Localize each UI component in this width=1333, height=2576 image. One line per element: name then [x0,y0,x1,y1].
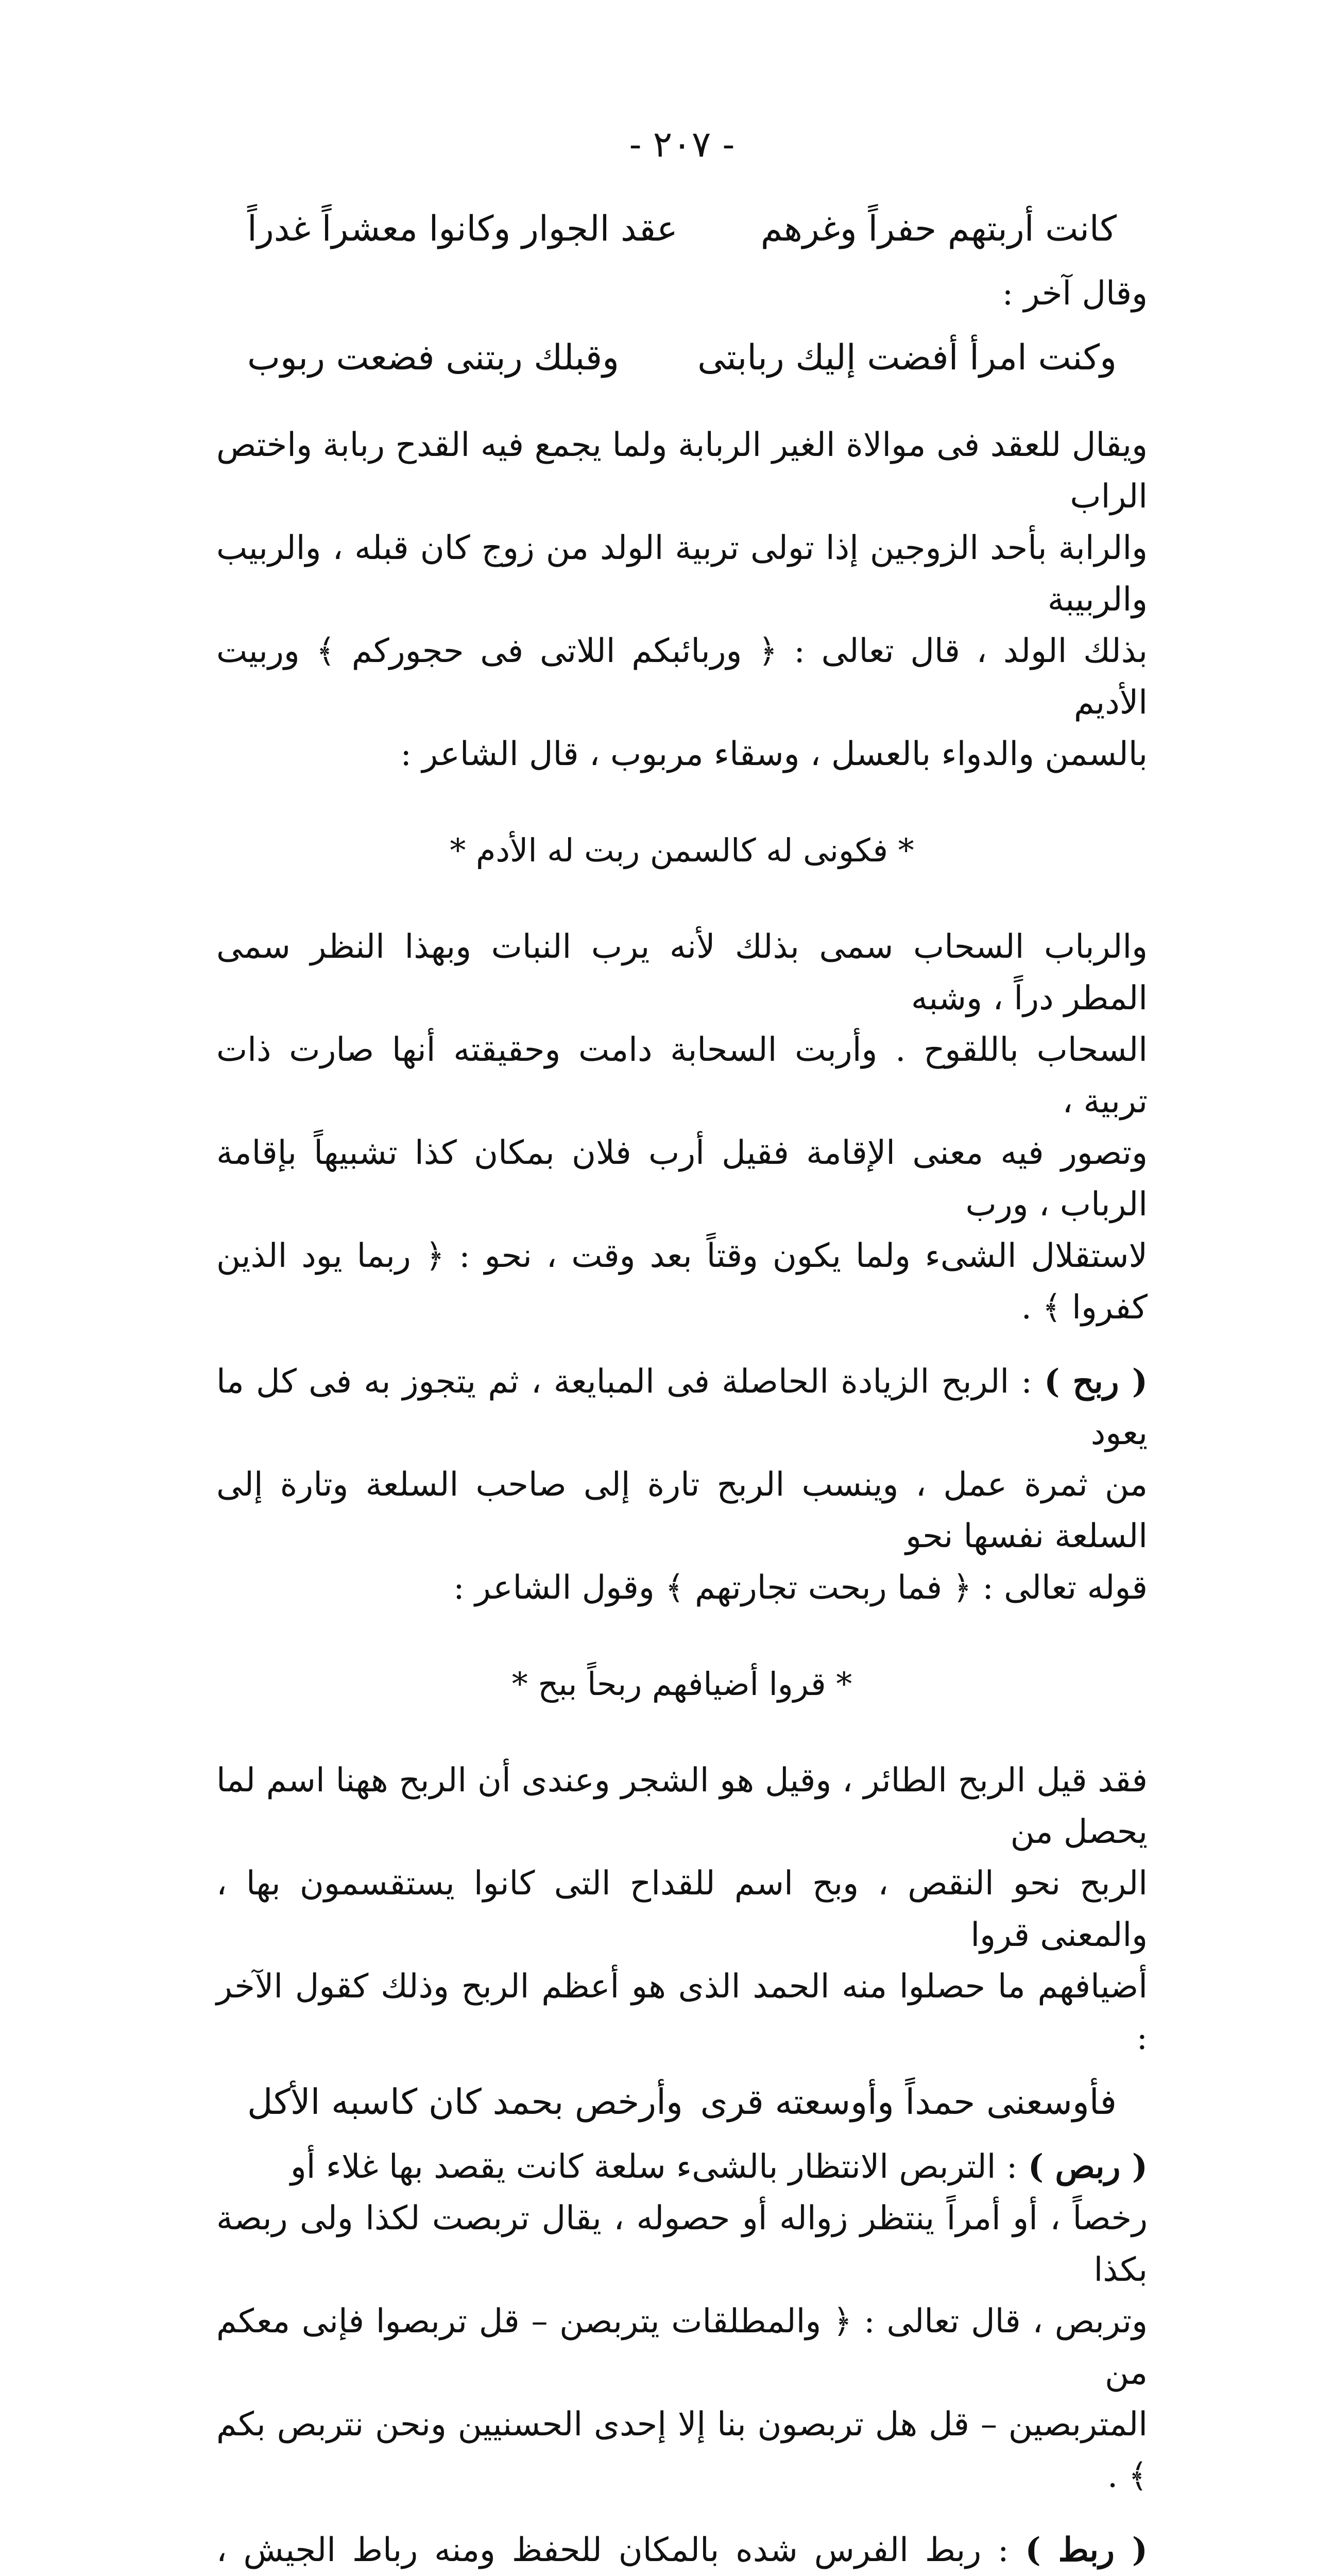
paragraph-gap [216,1333,1148,1356]
line-text: * قروا أضيافهم ربحاً ببح * [511,1665,852,1703]
line-text: أضيافهم ما حصلوا منه الحمد الذى هو أعظم الربح وذلك كقول الآخر : [216,1968,1148,2057]
verse-second-hemistich: وقبلك ربتنى فضعت ربوب [247,337,619,378]
line-text: من ثمرة عمل ، وينسب الربح تارة إلى صاحب السلعة وتارة إلى السلعة نفسها نحو [216,1466,1148,1555]
line-text: قوله تعالى : ﴿ فما ربحت تجارتهم ﴾ وقول الشاعر : [453,1569,1148,1607]
text-line [216,1024,1148,1127]
line-text: : الربح الزيادة الحاصلة فى المبايعة ، ثم يتجوز به فى كل ما يعود [216,1363,1148,1452]
line-text: : التربص الانتظار بالشىء سلعة كانت يقصد بها غلاء أو [290,2148,1028,2186]
verse-first-hemistich: فأوسعنى حمداً وأوسعته قرى [700,2082,1117,2123]
text-line [216,1356,1148,1459]
text-line [216,625,1148,728]
line-text: بالسمن والدواء بالعسل ، وسقاء مربوب ، قال الشاعر : [400,735,1148,773]
page-number: - ٢٠٧ - [629,123,735,165]
text-line [216,1562,1148,1614]
entry-heading: ( ربط ) [1025,2531,1148,2569]
text-line [216,1459,1148,1562]
text-line [216,268,1148,319]
line-text: فقد قيل الربح الطائر ، وقيل هو الشجر وعندى أن الربح ههنا اسم لما يحصل من [216,1761,1148,1851]
text-line [216,2296,1148,2399]
text-line [216,1230,1148,1333]
quoted-verse-line [216,1646,1148,1723]
line-text: بذلك الولد ، قال تعالى : ﴿ وربائبكم اللاتى فى حجوركم ﴾ وربيت الأديم [216,632,1148,722]
line-text: وتصور فيه معنى الإقامة فقيل أرب فلان بمكان كذا تشبيهاً بإقامة الرباب ، ورب [216,1134,1148,1224]
text-line [216,419,1148,522]
paragraph-gap [216,397,1148,419]
paragraph-gap [216,2502,1148,2524]
line-text: المتربصين – قل هل تربصون بنا إلا إحدى الحسنيين ونحن نتربص بكم ﴾ . [216,2405,1148,2495]
poetry-verse [247,319,1117,397]
text-line [216,2193,1148,2296]
line-text: الربح نحو النقص ، وبح اسم للقداح التى كانوا يستقسمون بها ، والمعنى قروا [216,1865,1148,1954]
entry-heading: ( ربح ) [1044,1362,1148,1401]
line-text: رخصاً ، أو أمراً ينتظر زواله أو حصوله ، يقال تربصت لكذا ولى ربصة بكذا [216,2199,1148,2289]
line-text: وقال آخر : [1002,275,1148,313]
poetry-verse [247,2064,1117,2141]
verse-second-hemistich: عقد الجوار وكانوا معشراً غدراً [247,209,678,249]
line-text: السحاب باللقوح . وأربت السحابة دامت وحقيقته أنها صارت ذات تربية ، [216,1031,1148,1121]
verse-second-hemistich: وأرخص بحمد كان كاسبه الأكل [247,2082,683,2123]
verse-first-hemistich: وكنت امرأ أفضت إليك ربابتى [697,337,1117,378]
line-text: وتربص ، قال تعالى : ﴿ والمطلقات يتربصن – قل تربصوا فإنى معكم من [216,2302,1148,2392]
page-content [216,191,1148,2576]
text-line [216,921,1148,1024]
line-text: : ربط الفرس شده بالمكان للحفظ ومنه رباط الجيش ، [216,2531,1009,2569]
verse-first-hemistich: كانت أربتهم حفراً وغرهم [760,209,1117,249]
line-text: * فكونى له كالسمن ربت له الأدم * [450,832,914,869]
text-line [216,2524,1148,2576]
text-line [216,2141,1148,2193]
text-line [216,1858,1148,1961]
quoted-verse-line [216,812,1148,889]
text-line [216,1755,1148,1858]
entry-heading: ( ربص ) [1028,2147,1148,2186]
text-line [216,728,1148,780]
text-line [216,1127,1148,1230]
text-line [216,2399,1148,2502]
line-text: والرابة بأحد الزوجين إذا تولى تربية الولد من زوج كان قبله ، والربيب والربيبة [216,529,1148,619]
line-text: ويقال للعقد فى موالاة الغير الربابة ولما يجمع فيه القدح ربابة واختص الراب [216,426,1148,516]
line-text: لاستقلال الشىء ولما يكون وقتاً بعد وقت ، نحو : ﴿ ربما يود الذين كفروا ﴾ . [216,1237,1148,1327]
text-line [216,1961,1148,2064]
poetry-verse [247,191,1117,268]
line-text: والرباب السحاب سمى بذلك لأنه يرب النبات وبهذا النظر سمى المطر دراً ، وشبه [216,928,1148,1018]
text-line [216,522,1148,625]
